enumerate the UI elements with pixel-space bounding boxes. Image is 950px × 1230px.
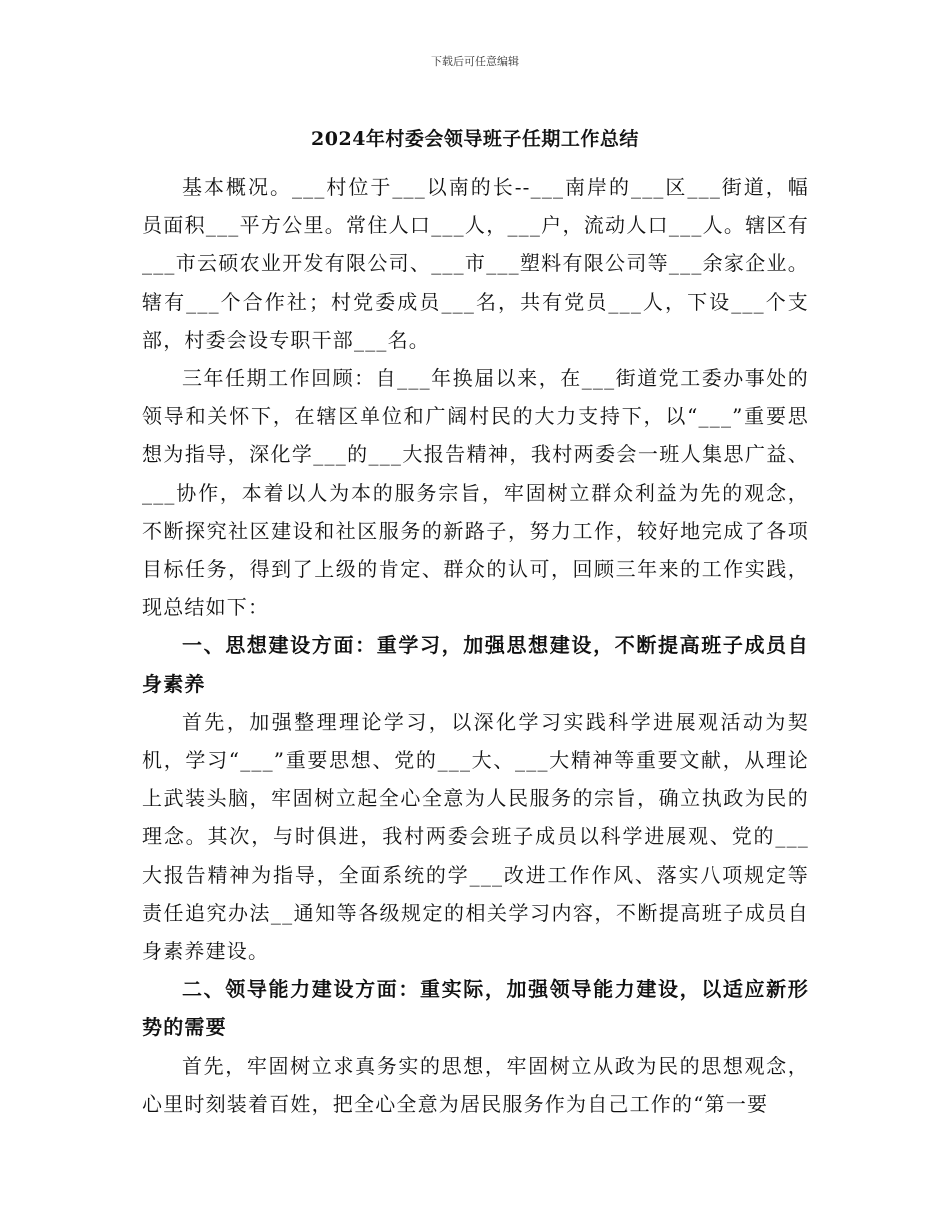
- paragraph-ideology: 首先，加强整理理论学习，以深化学习实践科学进展观活动为契机，学习“___”重要思想、党的___大、___大精神等重要文献，从理论上武装头脑，牢固树立起全心全意为人民服务的宗旨，确立执政为民的理念。其次，与时俱进，我村两委会班子成员以科学进展观、党的___大报告精神为指导，全面系统的学___改进工作作风、落实八项规定等责任追究办法__通知等各级规定的相关学习内容，不断提高班子成员自身素养建设。: [142, 709, 809, 964]
- paragraph-overview: 基本概况。___村位于___以南的长--___南岸的___区___街道，幅员面积___平方公里。常住人口___人，___户，流动人口___人。辖区有___市云硕农业开发有限公司、___市___塑料有限公司等___余家企业。辖有___个合作社；村党委成员___名，共有党员___人，下设___个支部，村委会设专职干部___名。: [142, 175, 809, 352]
- paragraph-leadership: 首先，牢固树立求真务实的思想，牢固树立从政为民的思想观念，心里时刻装着百姓，把全心全意为居民服务作为自己工作的“第一要: [142, 1053, 809, 1116]
- paragraph-review: 三年任期工作回顾：自___年换届以来，在___街道党工委办事处的领导和关怀下，在辖区单位和广阔村民的大力支持下，以“___”重要思想为指导，深化学___的___大报告精神，我村两委会一班人集思广益、___协作，本着以人为本的服务宗旨，牢固树立群众利益为先的观念，不断探究社区建设和社区服务的新路子，努力工作，较好地完成了各项目标任务，得到了上级的肯定、群众的认可，回顾三年来的工作实践，现总结如下：: [142, 366, 809, 620]
- header-note: 下载后可任意编辑: [431, 55, 519, 68]
- document-body: [142, 168, 809, 1123]
- section-heading-ideology: 一、思想建设方面：重学习，加强思想建设，不断提高班子成员自身素养: [142, 633, 809, 696]
- document-title: 2024年村委会领导班子任期工作总结: [311, 128, 639, 150]
- section-heading-leadership: 二、领导能力建设方面：重实际，加强领导能力建设，以适应新形势的需要: [142, 977, 809, 1040]
